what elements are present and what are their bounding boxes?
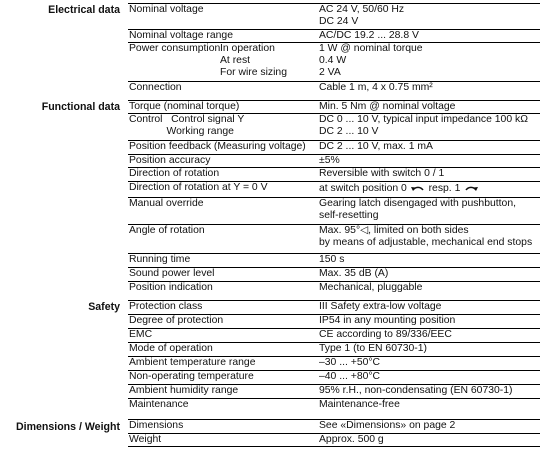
param-sublabel: In operation bbox=[220, 43, 275, 54]
param-label: Protection class bbox=[129, 301, 203, 312]
param-label: Sound power level bbox=[129, 268, 215, 279]
section-label-safety: Safety bbox=[88, 301, 120, 313]
param-value: AC 24 V, 50/60 Hz bbox=[319, 4, 405, 15]
param-value: Max. 95°◁, limited on both sides bbox=[319, 225, 469, 236]
row-angle-of-rotation bbox=[128, 224, 540, 249]
param-value: –40 ... +80°C bbox=[319, 371, 381, 382]
param-label: Ambient temperature range bbox=[129, 357, 256, 368]
param-label: EMC bbox=[129, 329, 153, 340]
row-manual-override bbox=[128, 197, 540, 222]
row-dimensions bbox=[128, 419, 540, 432]
param-value: Reversible with switch 0 / 1 bbox=[319, 168, 445, 179]
param-value: Mechanical, pluggable bbox=[319, 282, 423, 293]
row-position-feedback bbox=[128, 140, 540, 153]
param-label: Working range bbox=[129, 126, 234, 137]
row-ambient-humidity bbox=[128, 384, 540, 397]
param-value: Approx. 500 g bbox=[319, 434, 384, 445]
row-non-operating-temperature bbox=[128, 370, 540, 383]
section-label-electrical-data: Electrical data bbox=[48, 4, 120, 16]
row-nominal-voltage bbox=[128, 3, 540, 28]
param-value: 2 VA bbox=[319, 67, 341, 78]
param-value: –30 ... +50°C bbox=[319, 357, 381, 368]
param-label: Position accuracy bbox=[129, 155, 211, 166]
row-direction-at-y0 bbox=[128, 181, 540, 194]
param-label: Power consumption bbox=[129, 43, 221, 54]
param-value: Type 1 (to EN 60730-1) bbox=[319, 343, 428, 354]
switch-position-1-text: resp. 1 bbox=[428, 183, 461, 194]
param-value: Maintenance-free bbox=[319, 399, 400, 410]
switch-position-0-text: at switch position 0 bbox=[319, 183, 407, 194]
param-label: Maintenance bbox=[129, 399, 189, 410]
param-label: Dimensions bbox=[129, 420, 184, 431]
row-position-accuracy bbox=[128, 154, 540, 167]
row-connection bbox=[128, 81, 540, 94]
param-value: Max. 35 dB (A) bbox=[319, 268, 389, 279]
param-value: self-resetting bbox=[319, 210, 379, 221]
param-value: DC 2 ... 10 V bbox=[319, 126, 379, 137]
param-value: CE according to 89/336/EEC bbox=[319, 329, 452, 340]
row-sound-power-level bbox=[128, 267, 540, 280]
param-value: 95% r.H., non-condensating (EN 60730-1) bbox=[319, 385, 513, 396]
param-label: Angle of rotation bbox=[129, 225, 205, 236]
param-value: Min. 5 Nm @ nominal voltage bbox=[319, 101, 456, 112]
row-maintenance bbox=[128, 398, 540, 411]
param-value: III Safety extra-low voltage bbox=[319, 301, 442, 312]
counterclockwise-rotation-icon bbox=[410, 182, 426, 192]
param-label: Manual override bbox=[129, 198, 204, 209]
row-degree-of-protection bbox=[128, 314, 540, 327]
param-value: DC 24 V bbox=[319, 16, 359, 27]
param-value: IP54 in any mounting position bbox=[319, 315, 456, 326]
row-control bbox=[128, 113, 540, 138]
param-value: 0.4 W bbox=[319, 55, 347, 66]
param-value: See «Dimensions» on page 2 bbox=[319, 420, 456, 431]
param-sublabel: At rest bbox=[220, 55, 251, 66]
param-label: Nominal voltage bbox=[129, 4, 204, 15]
param-label: Position feedback (Measuring voltage) bbox=[129, 141, 306, 152]
param-value: Cable 1 m, 4 x 0.75 mm² bbox=[319, 82, 433, 93]
row-running-time bbox=[128, 253, 540, 266]
param-value: AC/DC 19.2 ... 28.8 V bbox=[319, 30, 419, 41]
param-label: Position indication bbox=[129, 282, 213, 293]
param-label: Nominal voltage range bbox=[129, 30, 233, 41]
param-label: Torque (nominal torque) bbox=[129, 101, 240, 112]
param-label: Running time bbox=[129, 254, 191, 265]
param-label: Mode of operation bbox=[129, 343, 213, 354]
param-label: Degree of protection bbox=[129, 315, 224, 326]
param-label: Connection bbox=[129, 82, 182, 93]
param-value: DC 2 ... 10 V, max. 1 mA bbox=[319, 141, 433, 152]
param-label: Ambient humidity range bbox=[129, 385, 239, 396]
row-protection-class bbox=[128, 300, 540, 313]
param-sublabel: For wire sizing bbox=[220, 67, 287, 78]
row-position-indication bbox=[128, 281, 540, 294]
param-label: Control Control signal Y bbox=[129, 114, 245, 125]
section-label-dimensions-weight: Dimensions / Weight bbox=[16, 421, 120, 433]
row-nominal-voltage-range bbox=[128, 29, 540, 42]
param-label: Non-operating temperature bbox=[129, 371, 254, 382]
param-value: ±5% bbox=[319, 155, 340, 166]
param-label: Direction of rotation at Y = 0 V bbox=[129, 182, 268, 193]
row-direction-of-rotation bbox=[128, 167, 540, 180]
param-value: 1 W @ nominal torque bbox=[319, 43, 423, 54]
row-weight bbox=[128, 433, 540, 447]
param-value: by means of adjustable, mechanical end stops bbox=[319, 237, 533, 248]
param-value: DC 0 ... 10 V, typical input impedance 100 kΩ bbox=[319, 114, 528, 125]
param-value: 150 s bbox=[319, 254, 345, 265]
param-label: Direction of rotation bbox=[129, 168, 220, 179]
row-torque bbox=[128, 100, 540, 113]
param-label: Weight bbox=[129, 434, 162, 445]
param-value bbox=[319, 182, 479, 195]
row-power-consumption bbox=[128, 42, 540, 79]
row-ambient-temperature bbox=[128, 356, 540, 369]
clockwise-rotation-icon bbox=[463, 182, 479, 192]
row-emc bbox=[128, 328, 540, 341]
param-value: Gearing latch disengaged with pushbutton, bbox=[319, 198, 516, 209]
section-label-functional-data: Functional data bbox=[41, 101, 120, 113]
row-mode-of-operation bbox=[128, 342, 540, 355]
